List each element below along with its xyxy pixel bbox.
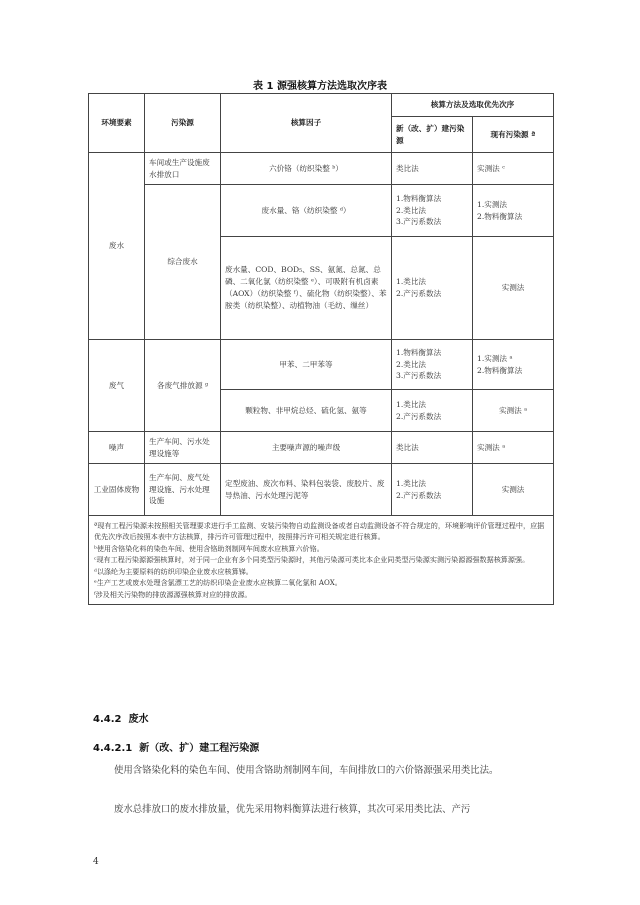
source-cell: 综合废水 xyxy=(145,185,221,340)
new-method-cell: 类比法 xyxy=(392,432,473,464)
table-row xyxy=(89,432,554,464)
note-item: ᶠ涉及相关污染物的排放源源强核算对应的排放源。 xyxy=(94,589,252,599)
env-cell: 工业固体废物 xyxy=(89,464,145,516)
new-method-cell: 1.物料衡算法 2.类比法 3.产污系数法 xyxy=(392,340,473,390)
table-row xyxy=(89,464,554,516)
header-order: 核算方法及选取优先次序 xyxy=(392,94,554,117)
table-caption: 表 1 源强核算方法选取次序表 xyxy=(253,81,387,92)
note-item: ᵈ以涤纶为主要原料的纺织印染企业废水应核算锑。 xyxy=(94,566,253,576)
factor-cell: 主要噪声源的噪声级 xyxy=(221,432,392,464)
factor-cell: 六价铬（纺织染整 ᵇ） xyxy=(221,153,392,185)
factor-cell: 甲苯、二甲苯等 xyxy=(221,340,392,390)
source-cell: 生产车间、污水处理设施等 xyxy=(145,432,221,464)
header-existing-source: 现有污染源 ª xyxy=(473,117,554,153)
existing-method-cell: 实测法 xyxy=(473,464,554,516)
note-item: ᶜ现有工程污染源源强核算时，对于同一企业有多个同类型污染源时，其他污染源可类比本企业同类型污染源实测污染源源强数据核算源强。 xyxy=(94,555,530,565)
new-method-cell: 1.类比法 2.产污系数法 xyxy=(392,237,473,340)
table-notes xyxy=(89,516,554,605)
header-new-source: 新（改、扩）建污染源 xyxy=(392,117,473,153)
existing-method-cell: 实测法 xyxy=(473,237,554,340)
subsection-heading-new-source: 4.4.2.1 新（改、扩）建工程污染源 xyxy=(93,743,260,754)
note-item: ᵇ使用含铬染化料的染色车间、使用含铬助剂制网车间废水应核算六价铬。 xyxy=(94,543,324,553)
existing-method-cell: 实测法 ᶜ xyxy=(473,153,554,185)
env-cell: 废气 xyxy=(89,340,145,432)
source-cell: 各废气排放源 ᵍ xyxy=(145,340,221,432)
source-cell: 车间或生产设施废水排放口 xyxy=(145,153,221,185)
method-order-table xyxy=(88,93,554,605)
env-cell: 噪声 xyxy=(89,432,145,464)
existing-method-cell: 实测法 ᵃ xyxy=(473,432,554,464)
new-method-cell: 类比法 xyxy=(392,153,473,185)
page-number: 4 xyxy=(93,857,99,867)
new-method-cell: 1.物料衡算法 2.类比法 3.产污系数法 xyxy=(392,185,473,237)
factor-cell: 定型废油、废次布料、染料包装袋、废胶片、废导热油、污水处理污泥等 xyxy=(221,464,392,516)
paragraph: 废水总排放口的废水排放量，优先采用物料衡算法进行核算，其次可采用类比法、产污 xyxy=(114,804,471,815)
table-row xyxy=(89,153,554,185)
factor-cell: 废水量、COD、BOD₅、SS、氨氮、总氮、总磷、二氧化氯（纺织染整 ᵉ）、可吸附有机卤素（AOX）（纺织染整 ᶠ）、硫化物（纺织染整）、苯胺类（纺织染整）、动植物油（毛纺、缫丝） xyxy=(221,237,392,340)
env-cell: 废水 xyxy=(89,153,145,340)
new-method-cell: 1.类比法 2.产污系数法 xyxy=(392,464,473,516)
existing-method-cell: 1.实测法 ᵃ 2.物料衡算法 xyxy=(473,340,554,390)
existing-method-cell: 实测法 ᵃ xyxy=(473,390,554,432)
new-method-cell: 1.类比法 2.产污系数法 xyxy=(392,390,473,432)
table-row xyxy=(89,340,554,390)
note-item: ᵉ生产工艺或废水处理含氯漂工艺的纺织印染企业废水应核算二氧化氯和 AOX。 xyxy=(94,578,342,588)
factor-cell: 颗粒物、非甲烷总烃、硫化氢、氨等 xyxy=(221,390,392,432)
source-cell: 生产车间、废气处理设施、污水处理设施 xyxy=(145,464,221,516)
header-factor: 核算因子 xyxy=(221,94,392,153)
header-env: 环境要素 xyxy=(89,94,145,153)
existing-method-cell: 1.实测法 2.物料衡算法 xyxy=(473,185,554,237)
paragraph: 使用含铬染化料的染色车间、使用含铬助剂制网车间，车间排放口的六价铬源强采用类比法。 xyxy=(114,765,499,776)
note-item: ª现有工程污染源未按照相关管理要求进行手工监测、安装污染物自动监测设备或者自动监测设备不符合规定的，环境影响评价管理过程中，应据优先次序改后按照本表中方法核算，排污许可管理过程中，按照排污许可相关规定进行核算。 xyxy=(94,521,545,542)
section-heading-wastewater: 4.4.2 废水 xyxy=(93,714,149,725)
header-source: 污染源 xyxy=(145,94,221,153)
factor-cell: 废水量、铬（纺织染整 ᵈ） xyxy=(221,185,392,237)
table-row xyxy=(89,185,554,237)
